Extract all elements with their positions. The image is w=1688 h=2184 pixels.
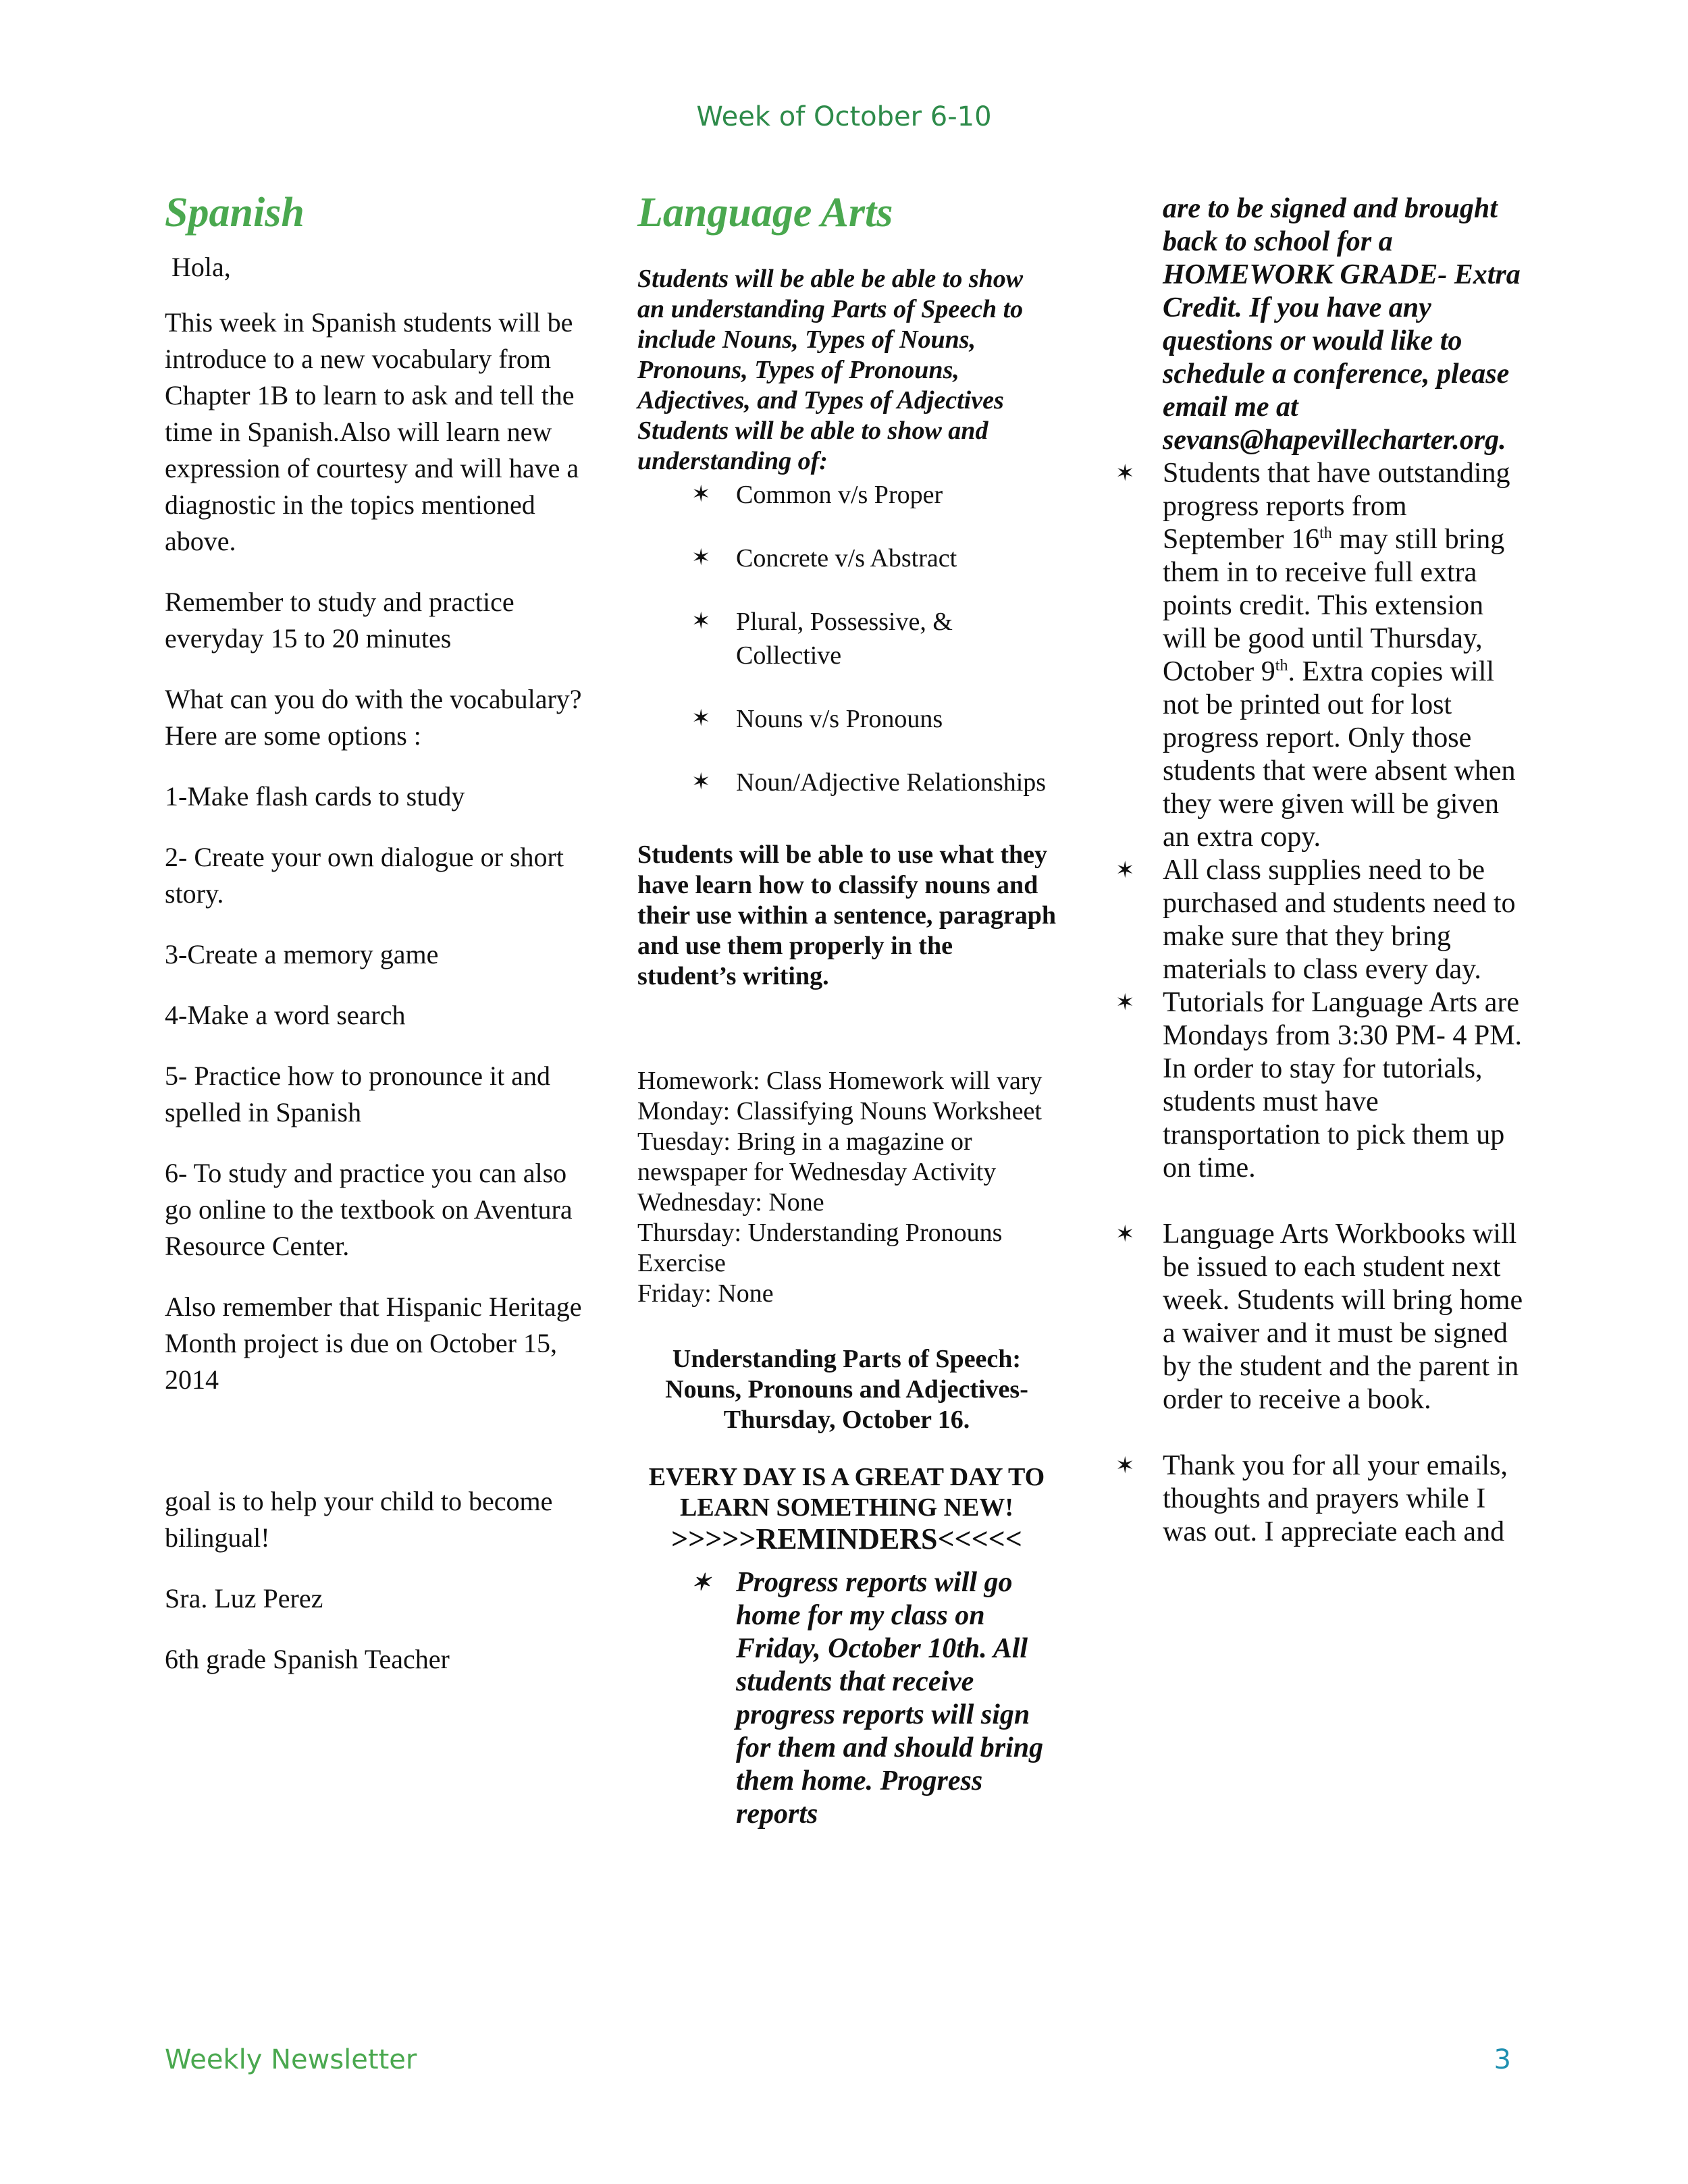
star-bullet-icon: ✶ [1115,1454,1135,1479]
objective-2: Students will be able to show and understanding of: [637,417,988,476]
spanish-greeting: Hola, [172,252,231,283]
list-item: ✶ Noun/Adjective Relationships [637,766,1056,799]
spanish-paragraph: What can you do with the vocabulary? Here are some options : [165,684,582,751]
language-arts-column [637,189,1056,1831]
star-bullet-icon: ✶ [691,706,711,732]
homework-item: Wednesday: None [637,1188,824,1217]
list-item: ✶ Language Arts Workbooks will be issued to each student next week. Students will bring home a waiver and it must be signed by the student and the parent in order to receive a book. [1115,1219,1523,1415]
spanish-option: 6- To study and practice you can also go online to the textbook on Aventura Resource Center. [165,1158,573,1262]
spanish-column [165,189,583,1702]
list-item: ✶ Concrete v/s Abstract [637,541,1056,575]
week-header: Week of October 6-10 [696,101,992,132]
objective-1: Students will be able be able to show an understanding Parts of Speech to include Nouns, Types of Nouns, Pronouns, Types of Pronouns, Adjectives, and Types of Adjectives [637,265,1024,415]
list-item: ✶ Thank you for all your emails, thoughts and prayers while I was out. I appreciate each and [1115,1450,1508,1547]
homework-item: Monday: Classifying Nouns Worksheet [637,1097,1042,1126]
language-arts-title: Language Arts [637,190,893,236]
star-bullet-icon: ✶ [691,1570,711,1596]
list-item: ✶ Tutorials for Language Arts are Mondays from 3:30 PM- 4 PM. In order to stay for tutorials, students must have transportation to pick them up on time. [1115,987,1523,1183]
star-bullet-icon: ✶ [691,545,711,571]
spanish-role: 6th grade Spanish Teacher [165,1644,450,1675]
list-item: ✶ Students that have outstanding progress reports from September 16th may still bring them in to receive full extra points credit. This extension will be good until Thursday, October 9th. Extra copies will not be printed out for lost progress report. Only those students that were absent when they were given will be given an extra copy. [1115,458,1516,853]
spanish-closing: goal is to help your child to become bilingual! [165,1486,553,1553]
list-item: ✶ Plural, Possessive, & Collective [637,605,1056,672]
spanish-paragraph: Remember to study and practice everyday 15 to 20 minutes [165,587,515,654]
spanish-option: 1-Make flash cards to study [165,781,465,812]
star-bullet-icon: ✶ [1115,1222,1135,1247]
spanish-option: 4-Make a word search [165,1000,406,1031]
spanish-paragraph: This week in Spanish students will be introduce to a new vocabulary from Chapter 1B to learn to ask and tell the time in Spanish.Also will learn new expression of courtesy and will have a diagnostic in the topics mentioned above. [165,307,579,557]
homework-item: Thursday: Understanding Pronouns Exercise [637,1219,1003,1278]
reminder-continuation: are to be signed and brought back to school for a HOMEWORK GRADE- Extra Credit. If you have any questions or would like to schedule a conference, please email me at sevans@hapevillecharter.org. [1163,193,1521,456]
homework-list [637,1066,1056,1309]
star-bullet-icon: ✶ [691,770,711,795]
motto: EVERY DAY IS A GREAT DAY TO LEARN SOMETHING NEW! [648,1463,1045,1522]
star-bullet-icon: ✶ [691,609,711,635]
spanish-option: 5- Practice how to pronounce it and spelled in Spanish [165,1061,550,1128]
star-bullet-icon: ✶ [1115,858,1135,883]
list-item: ✶ Common v/s Proper [637,478,1056,512]
page-number: 3 [1494,2044,1511,2075]
spanish-option: 3-Create a memory game [165,939,439,970]
reminders-list [637,1566,1056,1831]
list-item: ✶ All class supplies need to be purchased and students need to make sure that they bring materials to class every day. [1115,855,1516,985]
reminders-list-continued [1115,457,1527,1549]
list-item: ✶ Nouns v/s Pronouns [637,702,1056,736]
star-bullet-icon: ✶ [1115,990,1135,1015]
spanish-signature: Sra. Luz Perez [165,1583,323,1614]
homework-item: Tuesday: Bring in a magazine or newspaper for Wednesday Activity [637,1127,997,1187]
homework-item: Friday: None [637,1279,774,1308]
spanish-title: Spanish [165,190,305,236]
topics-list [637,478,1056,799]
spanish-option: 2- Create your own dialogue or short story. [165,842,564,909]
objective-3: Students will be able to use what they have learn how to classify nouns and their use within a sentence, paragraph and use them properly in the student’s writing. [637,841,1056,991]
test-notice: Understanding Parts of Speech: Nouns, Pronouns and Adjectives- Thursday, October 16. [665,1345,1028,1435]
spanish-paragraph: Also remember that Hispanic Heritage Month project is due on October 15, 2014 [165,1291,582,1395]
reminders-title: >>>>>REMINDERS<<<<< [671,1522,1022,1556]
homework-item: Homework: Class Homework will vary [637,1067,1043,1096]
star-bullet-icon: ✶ [691,482,711,508]
reminders-continued-column [1115,192,1527,1549]
list-item: ✶ Progress reports will go home for my class on Friday, October 10th. All students that receive progress reports will sign for them and should bring them home. Progress reports [691,1567,1044,1830]
star-bullet-icon: ✶ [1115,461,1135,486]
newsletter-footer: Weekly Newsletter [165,2044,417,2075]
